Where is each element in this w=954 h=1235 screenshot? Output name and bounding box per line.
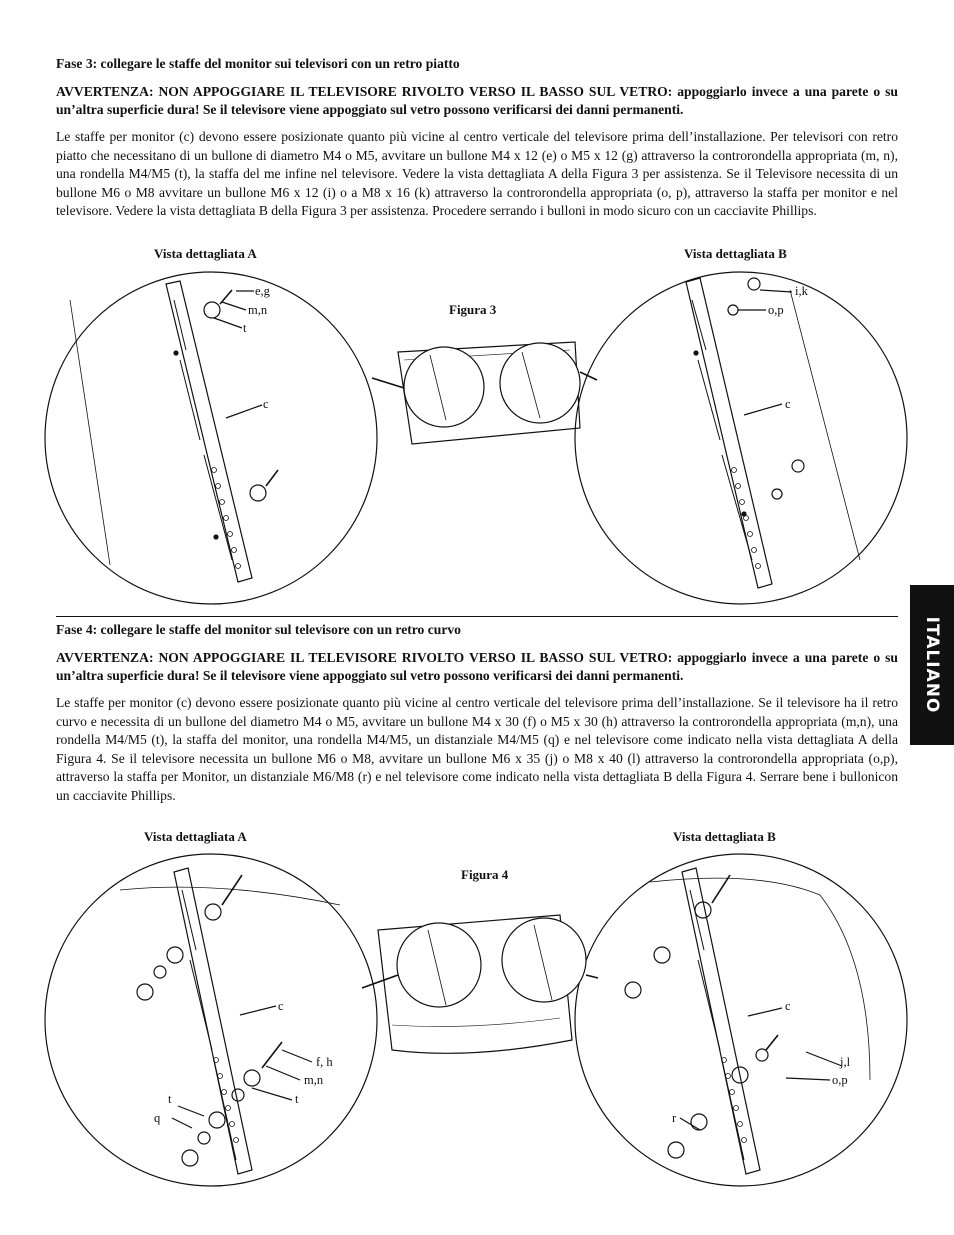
fig3-callout-op: o,p	[768, 303, 784, 317]
fase3-heading: Fase 3: collegare le staffe del monitor sui televisori con un retro piatto	[56, 56, 460, 71]
fig3-callout-c-a: c	[263, 397, 269, 411]
fig4-callout-jl: j,l	[840, 1055, 851, 1069]
fig4-callout-c-b: c	[785, 999, 791, 1013]
fig3-callout-mn: m,n	[248, 303, 268, 317]
fig4-callout-op: o,p	[832, 1073, 848, 1087]
fig4-callout-fh: f, h	[316, 1055, 333, 1069]
fig4-label: Figura 4	[461, 867, 509, 882]
fig4-callout-t-right: t	[295, 1092, 299, 1106]
fig4-mini-circle-a	[397, 923, 481, 1007]
fig3-callout-t: t	[243, 321, 247, 335]
fig3-label: Figura 3	[449, 302, 497, 317]
fig4-callout-mn: m,n	[304, 1073, 324, 1087]
fig4-detail-a-title: Vista dettagliata A	[144, 829, 247, 844]
fig4-detail-a-bracket	[174, 868, 252, 1174]
fase4-warning: AVVERTENZA: NON APPOGGIARE IL TELEVISORE RIVOLTO VERSO IL BASSO SUL VETRO: appoggiarlo invece a una parete o su un’altra superficie dura! Se il televisore viene appoggiato sul vetro possono verificarsi dei danni permanenti.	[56, 650, 898, 683]
fase4-body: Le staffe per monitor (c) devono essere posizionate quanto più vicine al centro verticale del televisore prima dell’installazione. Se il televisore ha il retro curvo e necessita di un bullone del diametro M4 o M5, avvitare un bullone M4 x 30 (f) o M5 x 30 (h) attraverso la controrondella appropriata (m,n), una rondella M4/M5 (t), la staffa del monitor, una rondella M4/M5, un distanziale M4/M5 (q) e nel televisore come indicato nella vista dettagliata A della Figura 4. Se il televisore necessita un bullone M6 o M8, avvitare un bullone M6 x 35 (j) o M8 x 40 (l) attraverso la controrondella appropriata (o,p), attraverso la staffa per Monitor, un distanziale M6/M8 (r) e nel televisore come indicato nella vista dettagliata B della Figura 4. Serrare bene i bullonicon un cacciavite Phillips.	[56, 695, 898, 803]
fig4-detail-b-title: Vista dettagliata B	[673, 829, 776, 844]
fig3-detail-a-title: Vista dettagliata A	[154, 246, 257, 261]
fase3-warning: AVVERTENZA: NON APPOGGIARE IL TELEVISORE RIVOLTO VERSO IL BASSO SUL VETRO: appoggiarlo invece a una parete o su un’altra superficie dura! Se il televisore viene appoggiato sul vetro possono verificarsi dei danni permanenti.	[56, 84, 898, 117]
fase4-heading: Fase 4: collegare le staffe del monitor sul televisore con un retro curvo	[56, 622, 461, 637]
fig3-detail-b-title: Vista dettagliata B	[684, 246, 787, 261]
language-tab-label: ITALIANO	[922, 616, 942, 714]
fig3-callout-c-b: c	[785, 397, 791, 411]
fig4-callout-c-a: c	[278, 999, 284, 1013]
fase3-body: Le staffe per monitor (c) devono essere posizionate quanto più vicine al centro verticale del televisore prima dell’installazione. Per televisori con retro piatto che necessitano di un bullone di diametro M4 o M5, avvitare un bullone M4 x 12 (e) o M5 x 12 (g) attraverso la controrondella appropriata (m, n), una rondella M4/M5 (t), la staffa del me infine nel televisore. Vedere la vista dettagliata A della Figura 3 per assistenza. Se il Televisore necessita di un bullone M6 o M8 avvitare un bullone M6 x 12 (i) o a M8 x 16 (k) attraverso la controrondella appropriata (o, p), attraverso la staffa per monitor e nel televisore. Vedere la vista dettagliata B della Figura 3 per assistenza. Procedere serrando i bulloni in modo sicuro con un cacciavite Phillips.	[56, 129, 898, 218]
fig4-callout-q: q	[154, 1111, 161, 1125]
fig3-callout-eg: e,g	[255, 284, 270, 298]
fig4-mini-circle-b	[502, 918, 586, 1002]
fig4-callout-t-left: t	[168, 1092, 172, 1106]
fig3-callout-ik: i,k	[795, 284, 808, 298]
fig4-callout-r: r	[672, 1111, 677, 1125]
fig4-detail-b-circle	[575, 854, 907, 1186]
